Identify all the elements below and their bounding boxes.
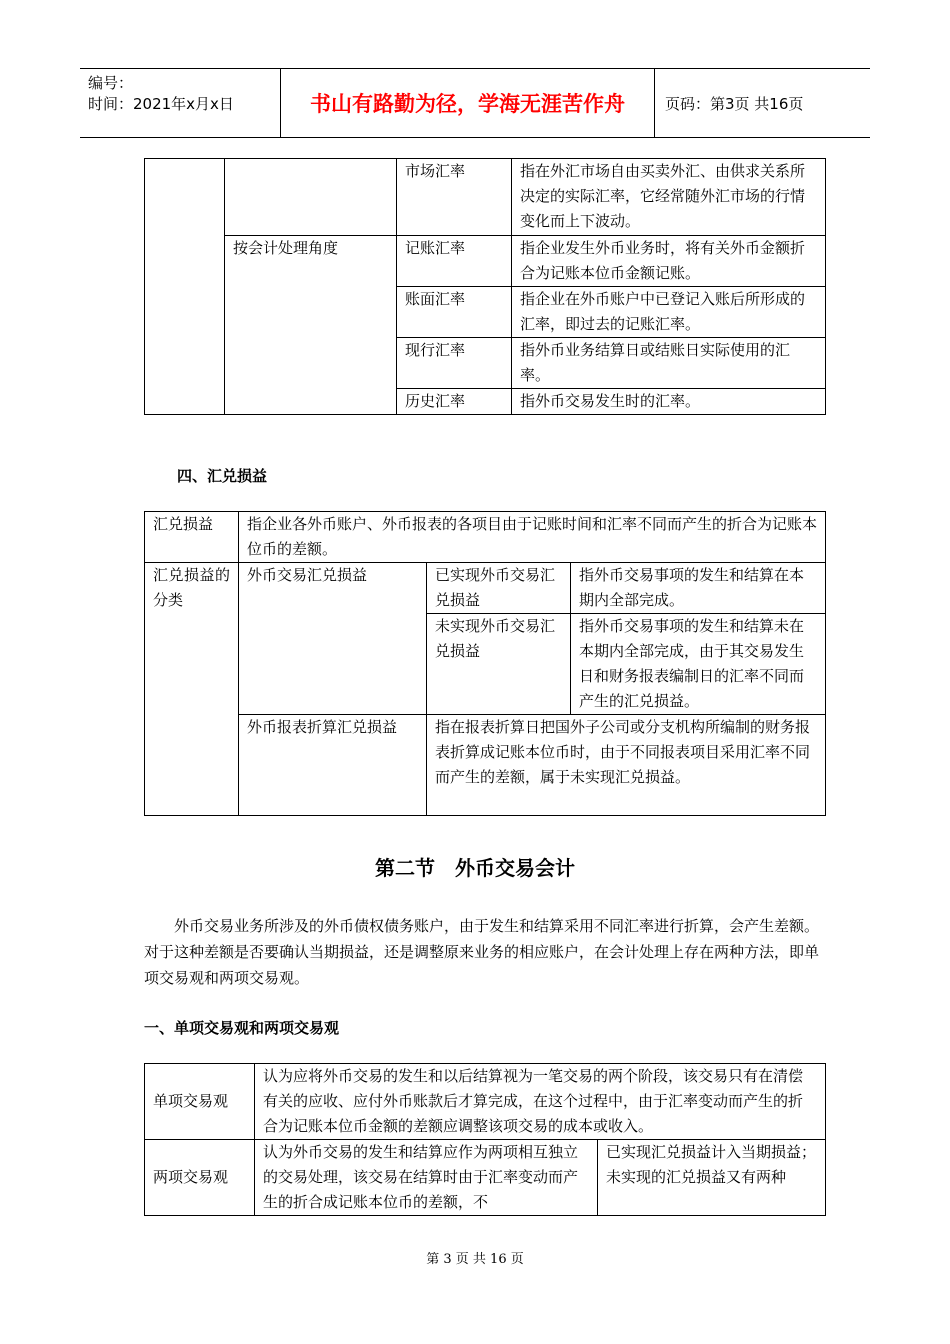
blank-cell (145, 159, 225, 415)
section-heading: 四、汇兑损益 (177, 467, 268, 485)
table-row (145, 512, 826, 563)
report-text: 指在报表折算日把国外子公司或分支机构所编制的财务报表折算成记账本位币时，由于不同报表项目采用汇率不同而产生的差额，属于未实现汇兑损益。 (427, 715, 826, 816)
realized-text: 指外币交易事项的发生和结算在本期内全部完成。 (571, 563, 826, 614)
blank-cell (225, 159, 397, 236)
rate-term: 历史汇率 (397, 389, 512, 415)
unrealized-label: 未实现外币交易汇兑损益 (427, 614, 571, 715)
single-label: 单项交易观 (145, 1064, 255, 1140)
header-motto: 书山有路勤为径，学海无涯苦作舟 (281, 69, 655, 137)
header-time: 时间：2021年x月x日 (88, 95, 234, 113)
chapter-title: 第二节 外币交易会计 (375, 856, 575, 880)
transaction-view-table (144, 1063, 826, 1216)
rate-desc: 指在外汇市场自由买卖外汇、由供求关系所决定的实际汇率，它经常随外汇市场的行情变化而上下波动。 (512, 159, 826, 236)
unrealized-text: 指外币交易事项的发生和结算未在本期内全部完成，由于其交易发生日和财务报表编制日的汇率不同而产生的汇兑损益。 (571, 614, 826, 715)
rate-term: 账面汇率 (397, 287, 512, 338)
subsection-heading: 一、单项交易观和两项交易观 (144, 1019, 340, 1037)
rate-term: 记账汇率 (397, 236, 512, 287)
table-row (145, 236, 826, 287)
page-header (80, 68, 870, 138)
def-label: 汇兑损益 (145, 512, 239, 563)
table-row (145, 1140, 826, 1216)
header-page: 页码：第3页 共16页 (665, 94, 804, 113)
header-number: 编号： (88, 74, 134, 92)
double-label: 两项交易观 (145, 1140, 255, 1216)
exchange-rate-table (144, 158, 826, 415)
table-row (145, 159, 826, 236)
def-text: 指企业各外币账户、外币报表的各项目由于记账时间和汇率不同而产生的折合为记账本位币的差额。 (239, 512, 826, 563)
page-footer: 第 3 页 共 16 页 (426, 1252, 524, 1267)
rate-term: 市场汇率 (397, 159, 512, 236)
header-meta (80, 69, 281, 137)
rate-desc: 指外币业务结算日或结账日实际使用的汇率。 (512, 338, 826, 389)
double-text: 认为外币交易的发生和结算应作为两项相互独立的交易处理，该交易在结算时由于汇率变动而产生的折合成记账本位币的差额，不 (255, 1140, 598, 1216)
class-label: 汇兑损益的分类 (145, 563, 239, 816)
exchange-gain-loss-table (144, 511, 826, 816)
rate-term: 现行汇率 (397, 338, 512, 389)
table-row (145, 715, 826, 816)
single-text: 认为应将外币交易的发生和以后结算视为一笔交易的两个阶段，该交易只有在清偿有关的应收、应付外币账款后才算完成，在这个过程中，由于汇率变动而产生的折合为记账本位币金额的差额应调整该项交易的成本或收入。 (255, 1064, 826, 1140)
double-right: 已实现汇兑损益计入当期损益；未实现的汇兑损益又有两种 (598, 1140, 826, 1216)
trade-label: 外币交易汇兑损益 (239, 563, 427, 715)
group-label: 按会计处理角度 (225, 236, 397, 415)
rate-desc: 指企业在外币账户中已登记入账后所形成的汇率，即过去的记账汇率。 (512, 287, 826, 338)
realized-label: 已实现外币交易汇兑损益 (427, 563, 571, 614)
report-label: 外币报表折算汇兑损益 (239, 715, 427, 816)
rate-desc: 指企业发生外币业务时，将有关外币金额折合为记账本位币金额记账。 (512, 236, 826, 287)
intro-paragraph: 外币交易业务所涉及的外币债权债务账户，由于发生和结算采用不同汇率进行折算，会产生差额。对于这种差额是否要确认当期损益，还是调整原来业务的相应账户，在会计处理上存在两种方法，即单项交易观和两项交易观。 (144, 917, 820, 987)
table-row (145, 1064, 826, 1140)
table-row (145, 563, 826, 614)
rate-desc: 指外币交易发生时的汇率。 (512, 389, 826, 415)
